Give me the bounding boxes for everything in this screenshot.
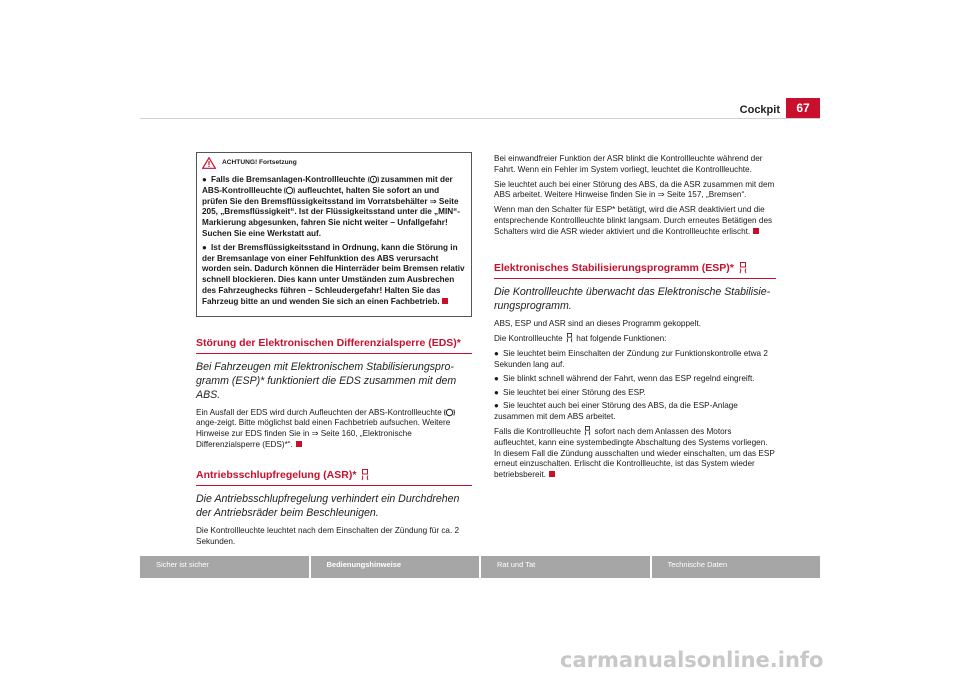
bullet-icon: ● <box>494 349 499 359</box>
svg-text:!: ! <box>371 178 375 184</box>
bullet-icon: ● <box>202 175 207 184</box>
bullet-icon: ● <box>494 373 499 383</box>
section-end-mark <box>753 228 759 234</box>
abs-warning-icon <box>284 186 295 195</box>
esp-skid-icon <box>565 333 574 343</box>
warning-title: ACHTUNG! Fortsetzung <box>222 158 297 166</box>
section-end-mark <box>442 298 448 304</box>
eds-body: Ein Ausfall der EDS wird durch Aufleuchten der ABS-Kontrollleuchte ange-zeigt. Bitte möglichst bald einen Fachbetrieb aufsuchen. Weitere Hinweise zur EDS finden Sie in ⇒ Seite 160, „Elektronische Differenzialsperre (EDS)*“. <box>196 408 472 451</box>
left-column <box>196 152 472 551</box>
bullet-icon: ● <box>494 401 499 411</box>
right-column <box>494 154 776 485</box>
page-number: 67 <box>786 98 820 118</box>
asr-heading: Antriebsschlupfregelung (ASR)* <box>196 469 472 486</box>
header-rule <box>140 118 820 119</box>
asr-body-4: Wenn man den Schalter für ESP* betätigt, wird die ASR deaktiviert und die entsprechende Kontrollleuchte blinkt langsam. Durch erneutes Betätigen des Schalters wird die ASR wieder aktiviert und die Kontrollleuchte erlischt. <box>494 205 773 236</box>
brake-warning-icon <box>368 175 379 184</box>
section-end-mark <box>296 441 302 447</box>
warning-box <box>196 152 472 317</box>
esp-closing: Falls die Kontrollleuchte sofort nach dem Anlassen des Motors aufleuchtet, kann eine systembedingte Abschaltung des Systems vorliegen. In diesem Fall die Zündung ausschalten und wieder einschalten, um das ESP erneut einzuschalten. Erlischt die Kontrollleuchte, ist das System wieder betriebsbereit. <box>494 426 775 480</box>
abs-warning-icon <box>444 408 455 417</box>
bullet-icon: ● <box>494 387 499 397</box>
asr-body-3: Sie leuchtet auch bei einer Störung des ABS, da die ASR zusammen mit dem ABS arbeitet. Weitere Hinweise finden Sie in ⇒ Seite 157, „Bremsen“. <box>494 179 775 200</box>
asr-subheading: Die Antriebsschlupfregelung verhindert ein Durchdrehen der Antriebsräder beim Beschleunigen. <box>196 492 460 519</box>
asr-body-2: Bei einwandfreier Funktion der ASR blinkt die Kontrollleuchte während der Fahrt. Wenn ein Fehler im System vorliegt, leuchtet die Kontrollleuchte. <box>494 154 763 174</box>
watermark: carmanualsonline.info <box>560 648 824 672</box>
warning-item-2: ● Ist der Bremsflüssigkeitsstand in Ordnung, kann die Störung in der Bremsanlage von einer Fehlfunktion des ABS verursacht worden sein. Dadurch können die Hinterräder beim Bremsen relativ schnell blockieren. Dies kann unter Umständen zum Ausbrechen des Fahrzeughecks führen – Schleudergefahr! Halten Sie das Fahrzeug bitte an und wenden Sie sich an einen Fachbetrieb. <box>202 242 465 306</box>
eds-subheading: Bei Fahrzeugen mit Elektronischem Stabilisierungspro-gramm (ESP)* funktioniert die EDS zusammen mit dem ABS. <box>196 360 457 401</box>
footer-tab-technische-daten[interactable]: Technische Daten <box>652 556 821 578</box>
header-title: Cockpit <box>739 104 780 116</box>
list-item: ● Sie leuchtet beim Einschalten der Zündung zur Funktionskontrolle etwa 2 Sekunden lang auf. <box>494 349 768 369</box>
bullet-icon: ● <box>202 242 207 252</box>
footer-tab-rat-und-tat[interactable]: Rat und Tat <box>481 556 650 578</box>
list-item: ● Sie leuchtet auch bei einer Störung des ABS, da die ESP-Anlage zusammen mit dem ABS arbeitet. <box>494 401 738 422</box>
esp-intro: ABS, ESP und ASR sind an dieses Programm gekoppelt. <box>494 318 701 328</box>
asr-skid-icon <box>360 469 370 481</box>
list-item: ● Sie blinkt schnell während der Fahrt, wenn das ESP regelnd eingreift. <box>494 373 755 383</box>
esp-subheading: Die Kontrollleuchte überwacht das Elektronische Stabilisie-rungsprogramm. <box>494 285 771 312</box>
list-item: ● Sie leuchtet bei einer Störung des ESP. <box>494 387 646 397</box>
footer-tab-bedienungshinweise[interactable]: Bedienungshinweise <box>311 556 480 578</box>
warning-triangle-icon <box>202 157 216 169</box>
warning-item-1: ● Falls die Bremsanlagen-Kontrollleuchte ! zusammen mit der ABS-Kontrollleuchte aufleuchtet, halten Sie sofort an und prüfen Sie den Bremsflüssigkeitsstand im Vorratsbehälter ⇒ Seite 205, „Bremsflüssigkeit“. Ist der Flüssigkeitsstand unter die „MIN“-Markierung abgesunken, fahren Sie nicht weiter – Unfallgefahr! Suchen Sie eine Werkstatt auf. <box>202 175 460 238</box>
asr-body: Die Kontrollleuchte leuchtet nach dem Einschalten der Zündung für ca. 2 Sekunden. <box>196 525 460 546</box>
footer-nav <box>140 556 820 578</box>
warning-header <box>202 157 466 169</box>
esp-skid-icon <box>583 426 592 436</box>
footer-tab-sicher[interactable]: Sicher ist sicher <box>140 556 309 578</box>
esp-heading: Elektronisches Stabilisierungsprogramm (ESP)* <box>494 262 776 279</box>
esp-lead: Die Kontrollleuchte hat folgende Funktionen: <box>494 334 667 344</box>
section-end-mark <box>549 471 555 477</box>
esp-skid-icon <box>738 262 748 274</box>
eds-heading: Störung der Elektronischen Differenzialsperre (EDS)* <box>196 337 472 354</box>
